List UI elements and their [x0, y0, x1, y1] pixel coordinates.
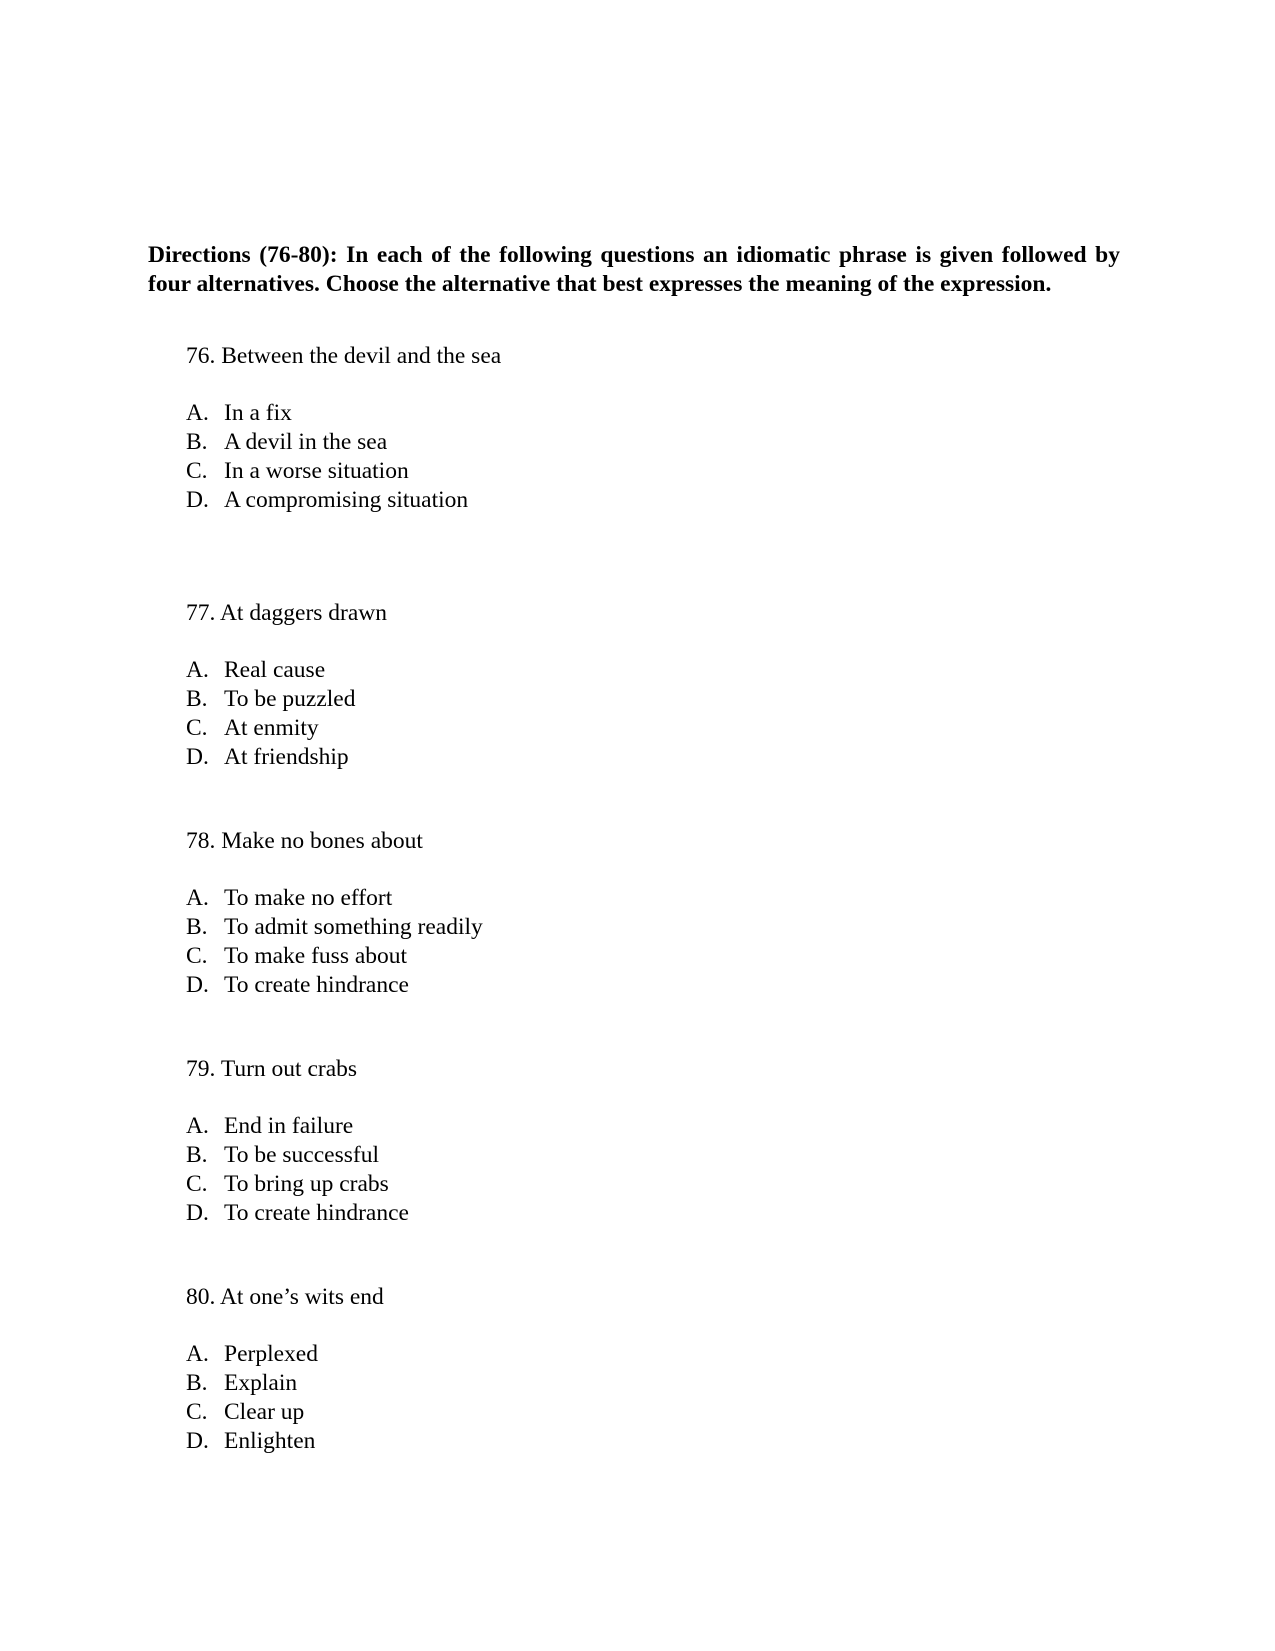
option-letter: A. — [186, 400, 209, 426]
option-text: At enmity — [224, 715, 319, 741]
question-stem: 77. At daggers drawn — [186, 600, 388, 626]
option-text: In a fix — [224, 400, 292, 426]
question-76 — [186, 342, 886, 515]
option-b — [186, 1141, 886, 1170]
option-letter: B. — [186, 914, 208, 940]
question-stem: 80. At one’s wits end — [186, 1284, 384, 1310]
option-letter: D. — [186, 1428, 209, 1454]
option-text: Real cause — [224, 657, 326, 683]
option-c — [186, 714, 886, 743]
options-list — [186, 1340, 886, 1456]
option-d — [186, 1427, 886, 1456]
option-letter: B. — [186, 1370, 208, 1396]
option-b — [186, 913, 886, 942]
option-text: At friendship — [224, 744, 349, 770]
option-c — [186, 1170, 886, 1199]
option-letter: B. — [186, 429, 208, 455]
option-c — [186, 942, 886, 971]
option-text: In a worse situation — [224, 458, 409, 484]
directions-text: Directions (76-80): In each of the following questions an idiomatic phrase is given followed by four alternatives. Choose the alternative that best expresses the meaning of the expression. — [148, 242, 1120, 297]
option-a — [186, 1340, 886, 1369]
options-list — [186, 656, 886, 772]
question-stem: 78. Make no bones about — [186, 828, 423, 854]
option-text: To create hindrance — [224, 1200, 409, 1226]
option-letter: D. — [186, 487, 209, 513]
option-letter: C. — [186, 458, 208, 484]
option-text: End in failure — [224, 1113, 354, 1139]
option-a — [186, 884, 886, 913]
option-text: Enlighten — [224, 1428, 316, 1454]
option-text: A compromising situation — [224, 487, 469, 513]
option-b — [186, 685, 886, 714]
option-d — [186, 486, 886, 515]
question-stem: 76. Between the devil and the sea — [186, 343, 502, 369]
option-text: To admit something readily — [224, 914, 483, 940]
option-letter: C. — [186, 943, 208, 969]
option-letter: C. — [186, 1171, 208, 1197]
option-letter: A. — [186, 1341, 209, 1367]
option-letter: A. — [186, 1113, 209, 1139]
option-letter: C. — [186, 715, 208, 741]
option-letter: B. — [186, 1142, 208, 1168]
option-text: To be puzzled — [224, 686, 356, 712]
option-text: Perplexed — [224, 1341, 318, 1367]
option-text: To make fuss about — [224, 943, 408, 969]
option-text: A devil in the sea — [224, 429, 388, 455]
option-d — [186, 1199, 886, 1228]
option-c — [186, 1398, 886, 1427]
option-letter: D. — [186, 972, 209, 998]
option-text: To be successful — [224, 1142, 379, 1168]
option-a — [186, 399, 886, 428]
option-letter: C. — [186, 1399, 208, 1425]
option-a — [186, 656, 886, 685]
option-text: To bring up crabs — [224, 1171, 389, 1197]
question-79 — [186, 1055, 886, 1228]
question-78 — [186, 827, 886, 1000]
option-letter: D. — [186, 1200, 209, 1226]
option-letter: A. — [186, 657, 209, 683]
option-letter: D. — [186, 744, 209, 770]
option-text: Clear up — [224, 1399, 305, 1425]
option-c — [186, 457, 886, 486]
option-b — [186, 428, 886, 457]
option-text: Explain — [224, 1370, 298, 1396]
option-text: To create hindrance — [224, 972, 409, 998]
question-80 — [186, 1283, 886, 1456]
option-d — [186, 971, 886, 1000]
options-list — [186, 399, 886, 515]
option-a — [186, 1112, 886, 1141]
option-text: To make no effort — [224, 885, 393, 911]
option-d — [186, 743, 886, 772]
question-77 — [186, 599, 886, 772]
options-list — [186, 884, 886, 1000]
option-letter: A. — [186, 885, 209, 911]
question-stem: 79. Turn out crabs — [186, 1056, 358, 1082]
option-b — [186, 1369, 886, 1398]
option-letter: B. — [186, 686, 208, 712]
options-list — [186, 1112, 886, 1228]
